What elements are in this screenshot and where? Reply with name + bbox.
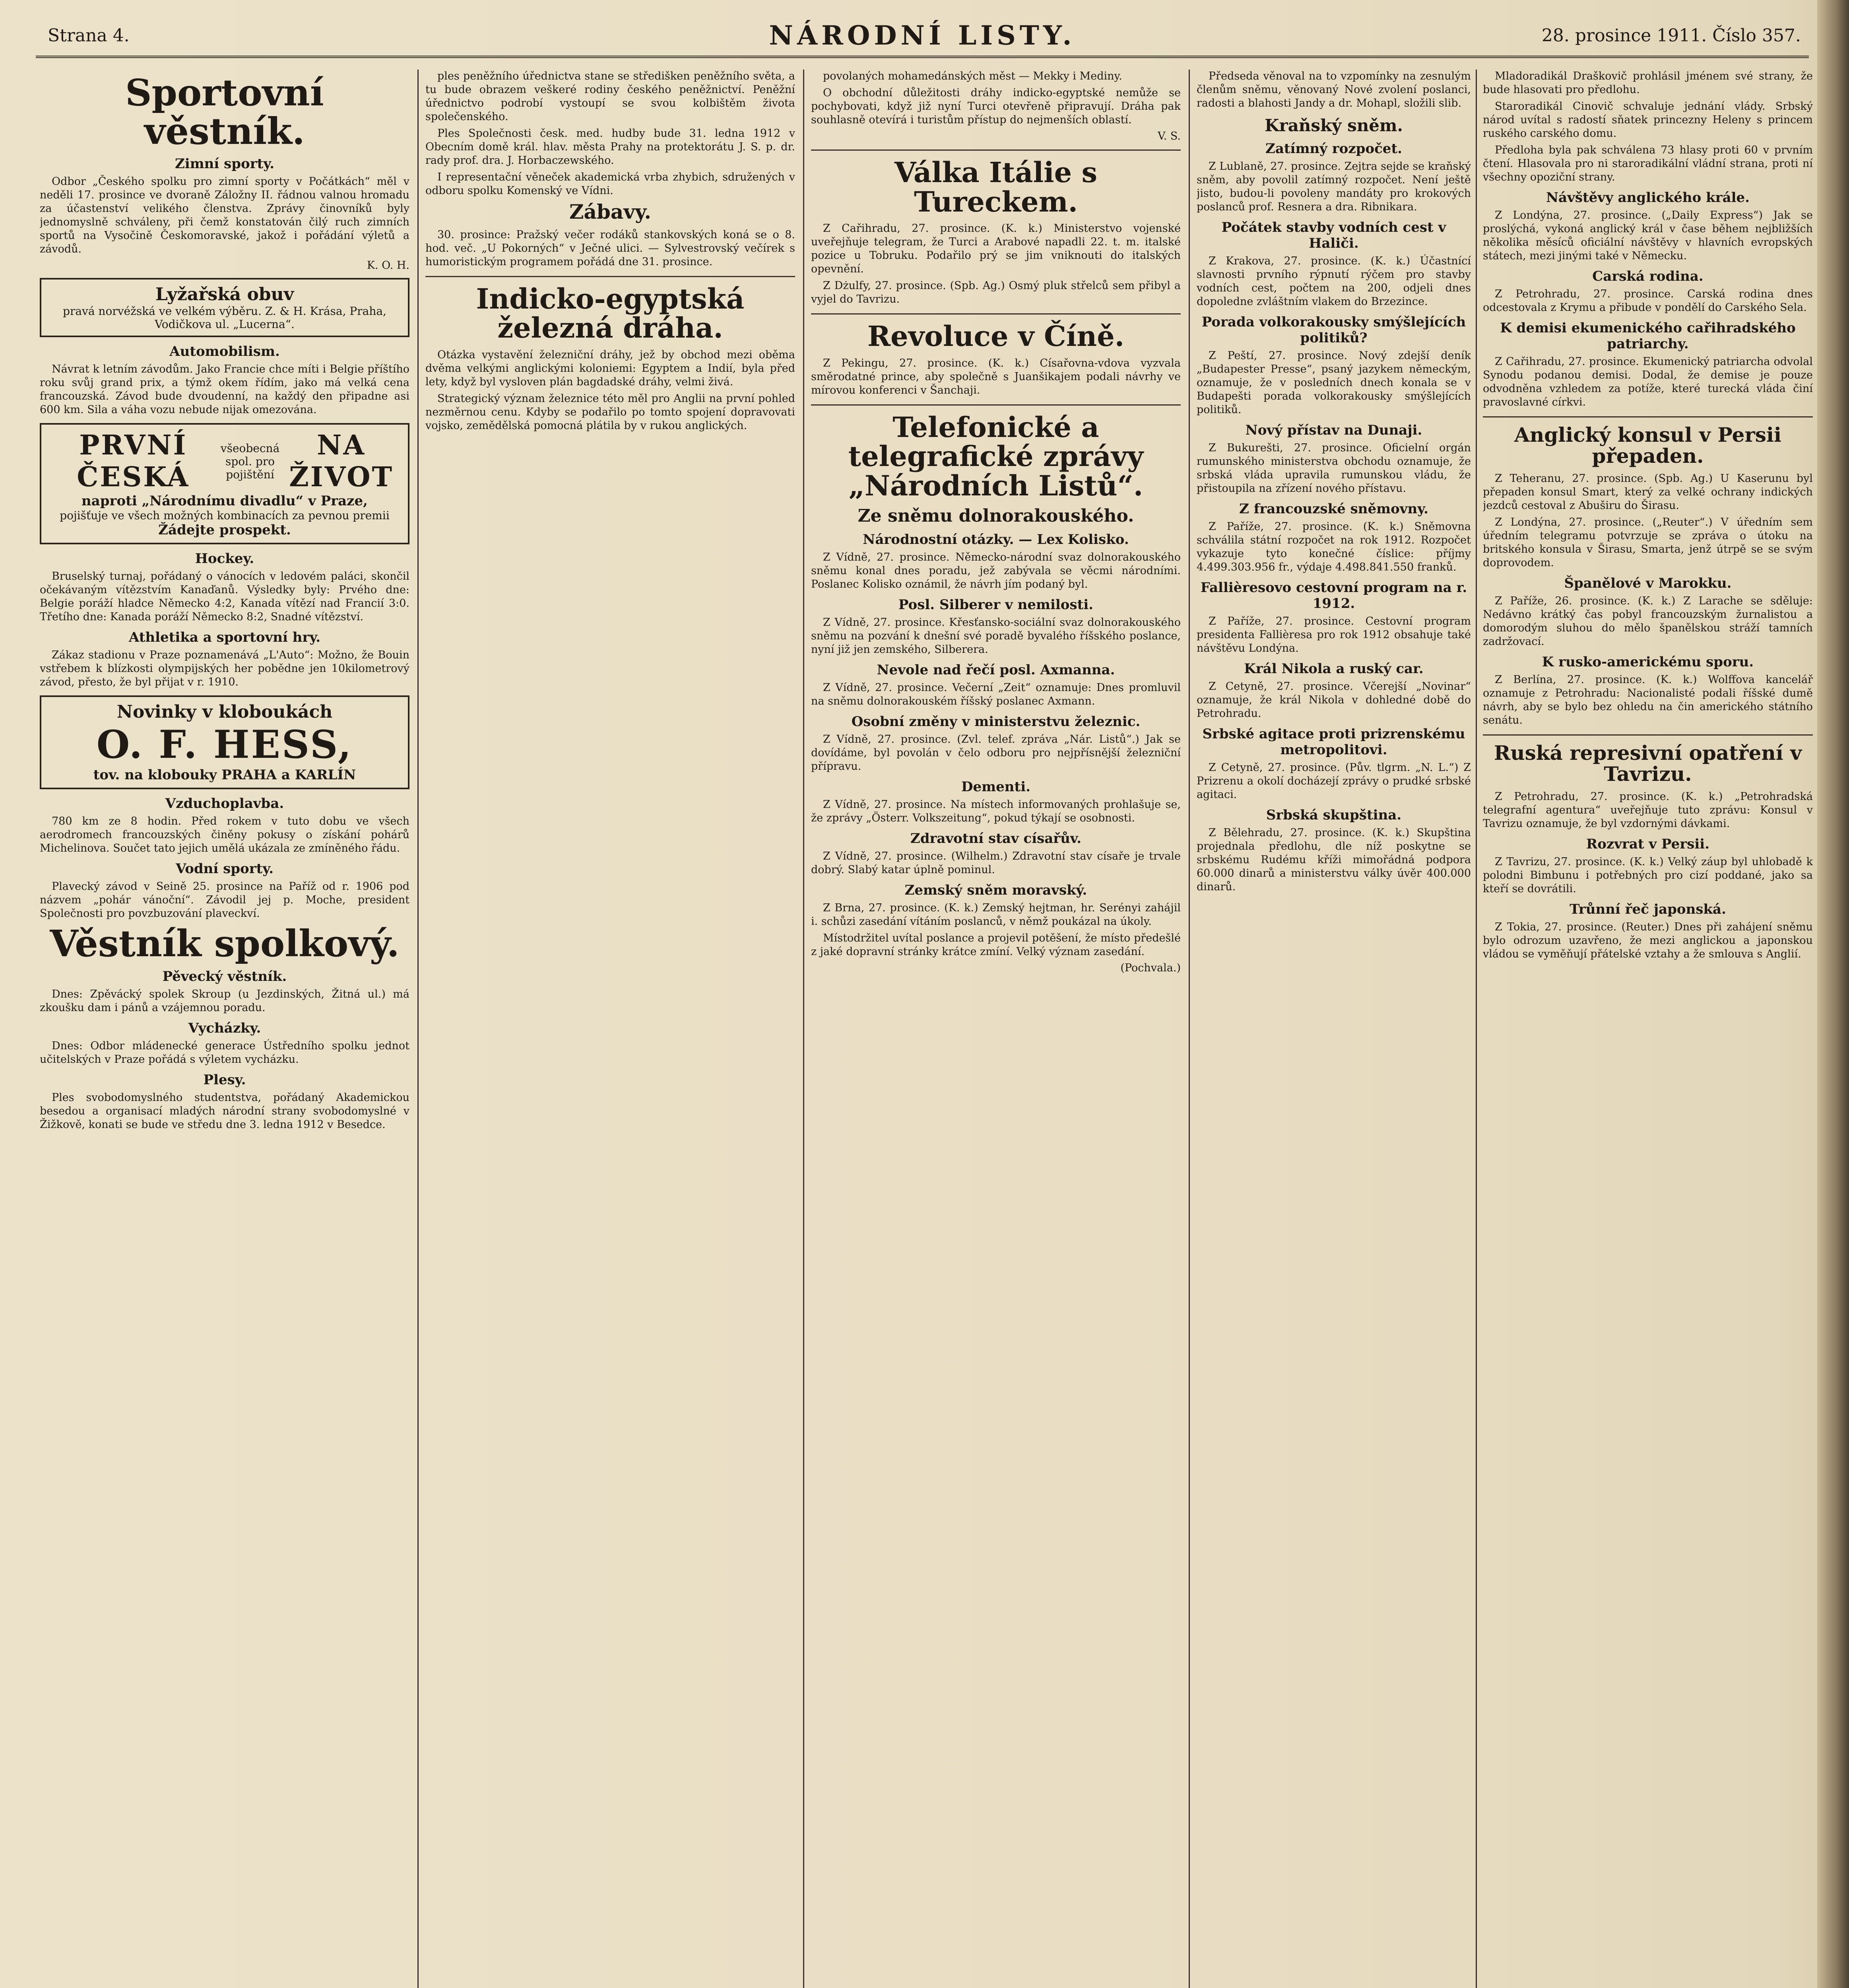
article-body: Strategický význam železnice této měl pro Anglii na první pohled nezměrnou cenu. Kdyby se podařilo po tomto spojení dopravovati vojsko, zemědělská pomocná plátila by v rukou anglických.	[425, 392, 795, 432]
revoluce-title: Revoluce v Číně.	[867, 320, 1125, 353]
section-head: K rusko-americkému sporu.	[1542, 654, 1754, 670]
section-head: Automobilism.	[169, 344, 280, 360]
article-body: Z Brna, 27. prosince. (K. k.) Zemský hejtman, hr. Serényi zahájil i. schůzi zasedání vítáním poslanců, v němž poukázal na úkoly.	[811, 902, 1181, 928]
divider	[1483, 734, 1813, 736]
advert-prvni-ceska	[40, 423, 409, 544]
advert-hess	[40, 695, 409, 789]
article-body: Z Dżulfy, 27. prosince. (Spb. Ag.) Osmý pluk střelců sem přibyl a vyjel do Tavrizu.	[811, 280, 1181, 305]
advert-text: pojišťuje ve všech možných kombinacích za pevnou premii	[60, 509, 390, 522]
signature: V. S.	[1157, 130, 1181, 142]
article-body: Z Tokia, 27. prosince. (Reuter.) Dnes při zahájení sněmu bylo odrozum uzavřeno, že mezi anglickou a japonskou vládou se vyměňují přátelské vztahy a že smlouva s Anglií.	[1483, 921, 1813, 960]
article-body: Z Vídně, 27. prosince. Na místech informovaných prohlašuje se, že zprávy „Österr. Volkszeitung“, pokud týkají se osobnosti.	[811, 798, 1181, 824]
section-head: Nový přístav na Dunaji.	[1245, 422, 1422, 438]
column-2	[425, 70, 795, 1988]
article-body: Dnes: Zpěvácký spolek Skroup (u Jezdinských, Žitná ul.) má zkoušku dam i pánů a vzájemnou poradu.	[40, 988, 409, 1014]
article-body: Z Cařihradu, 27. prosince. (K. k.) Ministerstvo vojenské uveřejňuje telegram, že Turci a Arabové napadli 22. t. m. italské pozice u Tobruku. Podařilo prý se jim vniknouti do italských opevnění.	[811, 222, 1181, 275]
divider	[425, 276, 795, 277]
column-3	[811, 70, 1181, 1988]
signature: (Pochvala.)	[1120, 962, 1181, 974]
advert-foot: Žádejte prospekt.	[158, 522, 291, 538]
article-body: Otázka vystavění železniční dráhy, jež by obchod mezi oběma dvěma velkými anglickými koloniemi: Egyptem a Indií, byla před lety, když byl vysloven plán bagdadské dráhy, velmi živá.	[425, 348, 795, 388]
advert-top: Novinky v kloboukách	[116, 702, 333, 722]
article-body: Z Paříže, 27. prosince. Cestovní program presidenta Fallièresa pro rok 1912 obsahuje také návštěvu Londýna.	[1197, 615, 1471, 654]
article-body: Z Cetyně, 27. prosince. Včerejší „Novinar“ oznamuje, že král Nikola v dohledné době do Petrohradu.	[1197, 680, 1471, 720]
valka-title: Válka Itálie s Tureckem.	[894, 156, 1097, 218]
article-body: Z Krakova, 27. prosince. (K. k.) Účastnící slavnosti prvního rýpnutí rýčem pro stavby vodních cest, počtem na 200, odjeli dnes dopoledne zvláštním vlakem do Brzezince.	[1197, 255, 1471, 308]
section-head: Osobní změny v ministerstvu železnic.	[851, 714, 1141, 730]
section-head: Vycházky.	[188, 1020, 261, 1036]
column-1	[40, 70, 409, 1988]
tavriz-title: Ruská represivní opatření v Tavrizu.	[1494, 741, 1802, 786]
article-body: povolaných mohamedánských měst — Mekky i Mediny.	[823, 70, 1122, 82]
column-5	[1483, 70, 1813, 1988]
article-body: Bruselský turnaj, pořádaný o vánocích v ledovém paláci, skončil očekávaným vítězstvím Kanaďanů. Výsledky byly: Prvého dne: Belgie poráží hladce Německo 4:2, Kanada vítězí nad Francií 3:0. Třetího dne: Kanada poráží Německo 8:2, Snadné vítězství.	[40, 570, 409, 623]
article-body: Z Paříže, 27. prosince. (K. k.) Sněmovna schválila státní rozpočet na rok 1912. Rozpočet vykazuje tyto konečné číslice: příjmy 4.499.303.956 fr., výdaje 4.498.841.550 franků.	[1197, 520, 1471, 573]
section-head: Carská rodina.	[1592, 268, 1703, 284]
advert-title: Lyžařská obuv	[155, 284, 294, 305]
zabavy-title: Zábavy.	[569, 200, 652, 223]
article-body: Z Berlína, 27. prosince. (K. k.) Wolffova kancelář oznamuje z Petrohradu: Nacionalisté podali říšské dumě návrh, aby se bylo bez ohledu na čin amerického státního senátu.	[1483, 674, 1813, 726]
indic-title: Indicko-egyptská železná dráha.	[476, 282, 745, 344]
section-head: Zemský sněm moravský.	[904, 882, 1087, 898]
konsul-title: Anglický konsul v Persii přepaden.	[1514, 423, 1781, 468]
telefonicke-title: Telefonické a telegrafické zprávy „Národních Listů“.	[848, 410, 1144, 502]
divider	[811, 404, 1181, 406]
section-head: Zdravotní stav císařův.	[910, 831, 1082, 846]
section-head: Vodní sporty.	[175, 861, 274, 877]
article-body: Z Tavrizu, 27. prosince. (K. k.) Velký záup byl uhlobadě k polodni Bimbunu i potřebných pro cizí poddané, jako sa kteří se dovrátili.	[1483, 856, 1813, 895]
article-body: Z Paříže, 26. prosince. (K. k.) Z Larache se sděluje: Nedávno krátký čas pobyl francouzským žurnalistou a domorodým sluhou do mělo španělskou stráží tamních zadržovací.	[1483, 595, 1813, 648]
article-body: Z Petrohradu, 27. prosince. (K. k.) „Petrohradská telegrafní agentura“ uveřejňuje tuto zprávu: Konsul v Tavrizu oznamuje, že byl vzdornými dávkami.	[1483, 790, 1813, 830]
section-head: Srbské agitace proti prizrenskému metropolitovi.	[1202, 726, 1465, 758]
article-body: Z Lublaně, 27. prosince. Zejtra sejde se kraňský sněm, aby povolil zatímný rozpočet. Není ještě jisto, budou-li povoleny mandáty pro krokových poslanců prof. Resnera a dra. Ribnikara.	[1197, 160, 1471, 213]
column-4	[1197, 70, 1471, 1988]
section-head: Vzduchoplavba.	[165, 796, 284, 812]
article-body: Zákaz stadionu v Praze poznamenává „L'Auto“: Možno, že Bouin vstřebem k blízkosti olympijských her pobědne jen 10kilometrový závod, přesto, že byl přijat v r. 1910.	[40, 649, 409, 689]
article-body: Z Bělehradu, 27. prosince. (K. k.) Skupština projednala předlohu, dle níž poskytne se srbskému Rudému kříži mimořádná podpora 60.000 dinarů a ministerstvu války úvěr 400.000 dinarů.	[1197, 827, 1471, 893]
column-rule	[1476, 70, 1477, 1988]
article-body: Plavecký závod v Seině 25. prosince na Paříž od r. 1906 pod názvem „pohár vánoční“. Závodil jej p. Moche, president Společnosti pro povzbuzování plaveckví.	[40, 880, 409, 920]
section-head: Návštěvy anglického krále.	[1546, 190, 1750, 206]
section-head: Porada volkorakousky smýšlejících politiků?	[1201, 314, 1466, 346]
article-body: Z Peští, 27. prosince. Nový zdejší deník „Budapester Presse“, psaný jazykem německým, oznamuje, že v posledních dnech konala se v Budapešti porada volkorakousky smýšlejících politiků.	[1197, 349, 1471, 416]
article-body: Staroradikál Cinovič schvaluje jednání vlády. Srbský národ uvítal s radostí sňatek princezny Heleny s princem ruského carského domu.	[1483, 100, 1813, 140]
section-head: Ze sněmu dolnorakouského.	[858, 506, 1134, 526]
section-head: Nevole nad řečí posl. Axmanna.	[877, 662, 1115, 678]
article-body: Z Vídně, 27. prosince. (Wilhelm.) Zdravotní stav císaře je trvale dobrý. Slabý katar úplně pominul.	[811, 850, 1181, 876]
article-body: Z Vídně, 27. prosince. Německo-národní svaz dolnorakouského sněmu konal dnes poradu, jež zabývala se věcmi národními. Poslanec Kolisko oznámil, že návrh jím podaný byl.	[811, 551, 1181, 590]
article-body: Z Pekingu, 27. prosince. (K. k.) Císařovna-vdova vyzvala směrodatné prince, aby společně s Juanšikajem podali návrhy ve mírovou konferenci v Šanchaji.	[811, 357, 1181, 396]
masthead: NÁRODNÍ LISTY.	[769, 20, 1076, 51]
section-head: Kraňský sněm.	[1264, 116, 1403, 135]
section-head: Hockey.	[195, 551, 254, 567]
section-head: Posl. Silberer v nemilosti.	[898, 597, 1094, 613]
article-body: Dnes: Odbor mládenecké generace Ústředního spolku jednot učitelských v Praze pořádá s výletem vycházku.	[40, 1039, 409, 1066]
article-body: Z Vídně, 27. prosince. Večerní „Zeit“ oznamuje: Dnes promluvil na sněmu dolnorakouském říšský poslanec Axmann.	[811, 681, 1181, 707]
divider	[811, 149, 1181, 151]
column-rule	[1189, 70, 1190, 1988]
article-body: Z Londýna, 27. prosince. („Reuter“.) V úředním sem úředním telegramu potvrzuje se zpráva o útoku na britského konsula v Širasu, Smarta, jenž útrpě se se svým doprovodem.	[1483, 516, 1813, 569]
article-body: Z Petrohradu, 27. prosince. Carská rodina dnes odcestovala z Krymu a přibude v pondělí do Carského Sela.	[1483, 288, 1813, 314]
article-body: Návrat k letním závodům. Jako Francie chce míti i Belgie příštího roku svůj grand prix, a týmž okem řídím, jako má velká cena francouzská. Závod bude dvoudenní, na každý den připadne asi 600 km. Sila a váha vozu nebude nijak omezována.	[40, 363, 409, 416]
section-head: Plesy.	[203, 1072, 246, 1088]
section-head: K demisi ekumenického cařihradského patriarchy.	[1500, 320, 1796, 352]
sport-title: Sportovní věstník.	[125, 71, 324, 153]
section-head: Dementi.	[961, 779, 1030, 795]
section-head: Král Nikola a ruský car.	[1244, 661, 1424, 677]
article-body: Odbor „Českého spolku pro zimní sporty v Počátkách“ měl v neděli 17. prosince ve dvoraně Záložny II. řádnou valnou hromadu za účastenství velikého členstva. Zprávy činovníků byly jednomyslně schváleny, při čemž konstatován čilý ruch zimních sportů na Vysočině Českomoravské, jakož i pořádání výletů a závodů.	[40, 175, 409, 256]
advert-title: PRVNÍ ČESKÁ	[77, 429, 190, 493]
page-header	[36, 20, 1809, 58]
section-head: Pěvecký věstník.	[162, 968, 287, 984]
advert-address: naproti „Národnímu divadlu“ v Praze,	[81, 493, 368, 509]
article-body: 780 km ze 8 hodin. Před rokem v tuto dobu ve všech aerodromech francouzských činěny pokusy o získání pohárů Michelinova. Součet tato jejich umělá ukázala ze zmíněného řádu.	[40, 815, 409, 855]
article-body: Ples svobodomyslného studentstva, pořádaný Akademickou besedou a organisací mladých národní strany svobodomyslné v Žižkově, konati se bude ve středu dne 3. ledna 1912 v Besedce.	[40, 1091, 409, 1131]
advert-lyzarska-obuv	[40, 278, 409, 337]
section-head: Z francouzské sněmovny.	[1239, 501, 1428, 517]
article-body: Mladoradikál Draškovič prohlásil jménem své strany, že bude hlasovati pro předlohu.	[1483, 70, 1813, 96]
article-body: Předseda věnoval na to vzpomínky na zesnulým členům sněmu, věnovaný Nové zvolení poslanci, radosti a blahosti Jandy a dr. Mohapl, složili slib.	[1197, 70, 1471, 109]
section-head: Trůnní řeč japonská.	[1570, 901, 1726, 917]
advert-name: O. F. HESS,	[96, 722, 353, 767]
article-body: Z Teheranu, 27. prosince. (Spb. Ag.) U Kaserunu byl přepaden konsul Smart, který za velké ochrany indických jezdců cestoval z Abuširu do Širasu.	[1483, 472, 1813, 512]
article-body: ples peněžního úřednictva stane se středišken peněžního světa, a tu bude obrazem veškeré rodiny českého peněžnictví. Peněžní úřednictvo podrobí vystoupí se svou kolbištěm života společenského.	[425, 70, 795, 123]
divider	[1483, 416, 1813, 417]
article-body: Z Londýna, 27. prosince. („Daily Express“) Jak se proslýchá, vykoná anglický král v čase během nejbližších několika měsíců oficiální návštěvy v hlavních evropských státech, mezi jinými také v Německu.	[1483, 209, 1813, 262]
spolkovy-title: Věstník spolkový.	[50, 922, 400, 965]
article-body: Předloha byla pak schválena 73 hlasy proti 60 v prvním čtení. Hlasovala pro ni staroradikální vládní strana, proti ní všechny opoziční strany.	[1483, 144, 1813, 183]
column-rule	[417, 70, 419, 1988]
section-head: Srbská skupština.	[1266, 807, 1402, 823]
advert-sub: tov. na klobouky PRAHA a KARLÍN	[93, 767, 356, 783]
advert-text: pravá norvéžská ve velkém výběru. Z. & H. Krása, Praha, Vodičkova ul. „Lucerna“.	[63, 305, 386, 331]
article-body: Z Cařihradu, 27. prosince. Ekumenický patriarcha odvolal Synodu podanou demisi. Dodal, že demise je pouze odvodněna vzhledem za potíže, které turecká vláda činí pravoslavné církvi.	[1483, 355, 1813, 408]
article-body: Z Bukurešti, 27. prosince. Oficielní orgán rumunského ministerstva obchodu oznamuje, že srbská vláda upravila rumunskou vládu, že přistoupila na zřízení nového přístavu.	[1197, 442, 1471, 495]
section-subhead: Národnostní otázky. — Lex Kolisko.	[863, 532, 1129, 547]
section-head: Španělové v Marokku.	[1564, 575, 1732, 591]
article-body: Místodržitel uvítal poslance a projevil potěšení, že místo předešlé z jaké dopravní stránky krátce zmíní. Velký význam zasedání.	[811, 932, 1181, 958]
signature: K. O. H.	[367, 259, 409, 272]
issue-date: 28. prosince 1911. Číslo 357.	[1541, 25, 1801, 46]
section-head: Počátek stavby vodních cest v Haliči.	[1221, 219, 1446, 251]
article-body: Ples Společnosti česk. med. hudby bude 31. ledna 1912 v Obecním domě král. hlav. města Prahy na protektorátu J. S. p. dr. rady prof. dra. J. Horbaczewského.	[425, 127, 795, 167]
divider	[811, 313, 1181, 315]
section-subhead: Zatímný rozpočet.	[1265, 141, 1402, 157]
page-number: Strana 4.	[48, 25, 130, 46]
advert-subtitle: všeobecná spol. pro pojištění	[220, 441, 280, 481]
advert-title-2: NA ŽIVOT	[289, 429, 394, 493]
article-body: Z Vídně, 27. prosince. (Zvl. telef. zpráva „Nár. Listů“.) Jak se dovídáme, byl povolán v čelo odboru pro nejpřísnější železniční přípravu.	[811, 733, 1181, 773]
article-body: O obchodní důležitosti dráhy indicko-egyptské nemůže se pochybovati, když již nyní Turci otevřeně připravují. Dráha pak souhlasně otevírá i turistům přístup do nejmenších oblastí.	[811, 87, 1181, 126]
section-head: Zimní sporty.	[175, 156, 275, 172]
article-body: I representační věneček akademická vrba zhybich, sdružených v odboru spolku Komenský ve Vídni.	[425, 171, 795, 197]
column-rule	[803, 70, 804, 1988]
section-head: Athletika a sportovní hry.	[128, 629, 321, 646]
article-body: Z Cetyně, 27. prosince. (Pův. tlgrm. „N. L.“) Z Prizrenu a okolí docházejí zprávy o prudké srbské agitaci.	[1197, 761, 1471, 801]
article-body: Z Vídně, 27. prosince. Křesťansko-sociální svaz dolnorakouského sněmu na pozvání k dnešní své poradě byvalého říšského poslance, nyní již jen zemského, Silberera.	[811, 616, 1181, 656]
binding-gutter	[1817, 0, 1849, 1988]
section-head: Rozvrat v Persii.	[1586, 836, 1710, 852]
section-head: Fallièresovo cestovní program na r. 1912.	[1200, 580, 1467, 612]
article-body: 30. prosince: Pražský večer rodáků stankovských koná se o 8. hod. več. „U Pokorných“ v Ječné ulici. — Sylvestrovský večírek s humoristickým programem pořádá dne 31. prosince.	[425, 228, 795, 268]
